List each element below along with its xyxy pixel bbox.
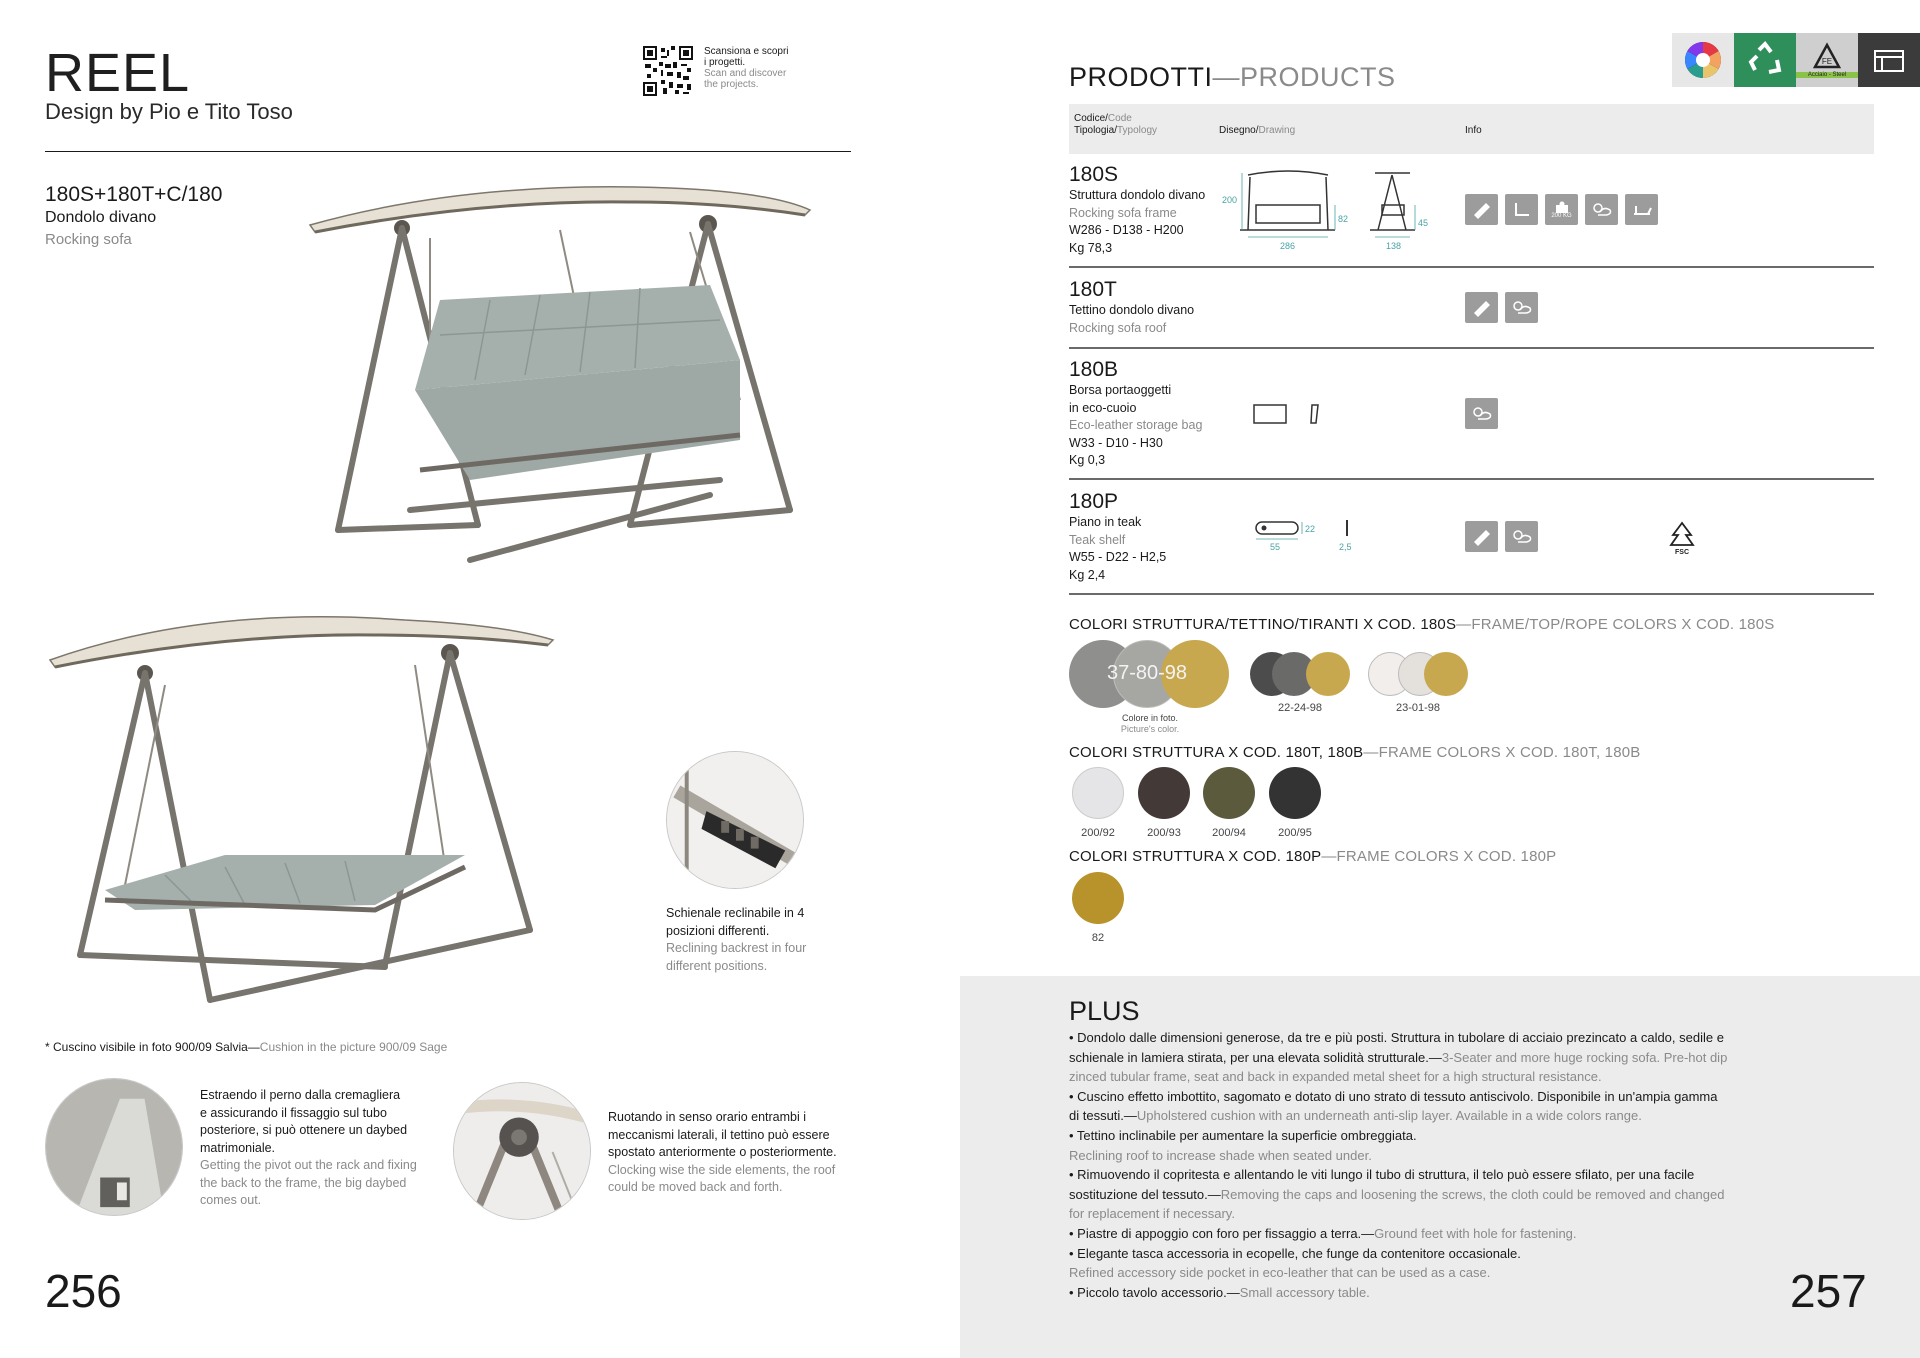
plus-item: • Piccolo tavolo accessorio.—Small accessory table. (1069, 1284, 1370, 1300)
picture-color-caption-it: Colore in foto. (1121, 713, 1179, 723)
swatch-group-37-80-98-label: 37-80-98 (1106, 662, 1188, 684)
recycle-icon (1745, 40, 1785, 80)
row-180B-dims: W33 - D10 - H30 (1069, 435, 1163, 450)
swatch-group-23-01-98-label: 23-01-98 (1395, 702, 1441, 714)
swatch-200-92-label: 200/92 (1081, 827, 1115, 839)
roof-caption-en-1: Clocking wise the side elements, the roof (608, 1162, 836, 1177)
swatch-82[interactable] (1072, 872, 1124, 924)
qr-caption-en-1: Scan and discover (704, 68, 787, 79)
qr-caption-en-2: the projects. (704, 79, 759, 90)
row-180S-code: 180S (1069, 163, 1119, 186)
qr-caption-it-2: i progetti. (704, 57, 746, 68)
roof-caption (608, 1109, 858, 1197)
row-180P (1069, 490, 1166, 584)
footnote-it: * Cuscino visibile in foto 900/09 Salvia (45, 1040, 248, 1054)
dim-180S-width: 286 (1280, 241, 1296, 251)
product-name-it: Dondolo divano (45, 209, 157, 226)
weather-icon[interactable] (1505, 292, 1538, 323)
recycling-triangle-icon (1812, 42, 1842, 72)
drawing-180B (1252, 402, 1322, 426)
seat-icon[interactable] (1505, 194, 1538, 225)
row-180B (1069, 358, 1202, 470)
catalog-icon (1872, 45, 1906, 75)
row-divider (1069, 347, 1874, 349)
pivot-detail-photo (45, 1078, 183, 1216)
header-divider (45, 151, 851, 152)
weather-icon[interactable] (1585, 194, 1618, 225)
row-180P-name-en: Teak shelf (1069, 532, 1126, 547)
header-type-it: Tipologia/ (1074, 125, 1117, 136)
roof-caption-it-3: spostato anteriormente o posteriormente. (608, 1145, 837, 1159)
drawing-180P (1252, 514, 1362, 554)
colors-180S-heading: COLORI STRUTTURA/TETTINO/TIRANTI X COD. 180S—FRAME/TOP/ROPE COLORS X COD. 180S (1069, 616, 1775, 633)
cushion-icon[interactable] (1465, 194, 1498, 225)
roof-mechanism-detail-photo (453, 1082, 591, 1220)
pivot-caption-it-4: matrimoniale. (200, 1140, 276, 1155)
row-180S-name-it: Struttura dondolo divano (1069, 188, 1206, 202)
roof-caption-it-2: meccanismi laterali, il tettino può essere (608, 1127, 830, 1142)
backrest-caption (666, 905, 846, 975)
dim-180S-seat-depth: 45 (1418, 218, 1429, 228)
weather-icon[interactable] (1505, 521, 1538, 552)
dim-180P-depth: 22 (1305, 524, 1316, 534)
colors-180S-heading-it: COLORI STRUTTURA/TETTINO/TIRANTI X COD. 180S (1069, 616, 1457, 633)
backrest-caption-en-2: different positions. (666, 958, 768, 973)
info-icons-180S (1465, 194, 1658, 225)
row-180T-code: 180T (1069, 278, 1117, 301)
roof-caption-it-1: Ruotando in senso orario entrambi i (608, 1110, 807, 1124)
products-title-it: PRODOTTI (1069, 62, 1213, 92)
weather-icon[interactable] (1465, 398, 1498, 429)
backrest-detail-photo (666, 751, 804, 889)
row-180P-name-it: Piano in teak (1069, 515, 1142, 529)
table-header (1069, 104, 1874, 154)
plus-item: • Piastre di appoggio con foro per fissaggio a terra.—Ground feet with hole for fastening. (1069, 1225, 1577, 1241)
row-180S-name-en: Rocking sofa frame (1069, 205, 1177, 220)
weight-capacity-label: 200 KG (1551, 212, 1572, 219)
catalog-badge[interactable] (1858, 33, 1920, 87)
swatch-98c[interactable] (1424, 652, 1468, 696)
header-code-en: Code (1107, 113, 1132, 124)
row-180S (1069, 163, 1205, 257)
products-title-en: PRODUCTS (1240, 62, 1396, 92)
plus-item: • Tettino inclinabile per aumentare la superficie ombreggiata. Reclining roof to increase shade when seated under. (1069, 1127, 1417, 1163)
row-180P-dims: W55 - D22 - H2,5 (1069, 550, 1167, 564)
info-icons-180B (1465, 398, 1498, 429)
pivot-caption-en-1: Getting the pivot out the rack and fixing (200, 1158, 417, 1172)
row-180T-name-it: Tettino dondolo divano (1069, 303, 1195, 317)
colors-180T-heading: COLORI STRUTTURA X COD. 180T, 180B—FRAME COLORS X COD. 180T, 180B (1069, 744, 1641, 761)
dim-180P-height: 2,5 (1339, 542, 1352, 552)
row-divider (1069, 478, 1874, 480)
plus-item: • Cuscino effetto imbottito, sagomato e dotato di uno strato di tessuto antiscivolo. Disponibile in un'ampia gamma di tessuti.—Upholstered cushion with an underneath anti-slip layer. Available in a wide colors range. (1069, 1088, 1718, 1124)
info-icons-180P (1465, 521, 1538, 552)
svg-text:FE: FE (1821, 57, 1833, 66)
drawing-180S (1220, 165, 1440, 255)
swatch-group-22-24-98-label: 22-24-98 (1277, 702, 1323, 714)
colors-180P-heading-en: FRAME COLORS X COD. 180P (1336, 848, 1557, 865)
plus-item: • Elegante tasca accessoria in ecopelle, che funge da contenitore occasionale. Refined accessory side pocket in eco-leather that can be used as a case. (1069, 1245, 1521, 1281)
row-divider (1069, 593, 1874, 595)
backrest-caption-it-2: posizioni differenti. (666, 923, 770, 938)
colors-180T-heading-en: FRAME COLORS X COD. 180T, 180B (1378, 744, 1641, 761)
dim-180P-width: 55 (1270, 542, 1281, 552)
footnote-en: Cushion in the picture 900/09 Sage (259, 1040, 448, 1054)
row-180B-code: 180B (1069, 358, 1119, 381)
steel-badge[interactable] (1796, 33, 1858, 87)
row-180T (1069, 278, 1194, 337)
swatch-200-95[interactable] (1269, 767, 1321, 819)
row-180T-name-en: Rocking sofa roof (1069, 320, 1167, 335)
row-180B-name-it-2: in eco-cuoio (1069, 400, 1137, 415)
colors-180P-heading-it: COLORI STRUTTURA X COD. 180P (1069, 848, 1322, 865)
header-drawing-en: Drawing (1258, 125, 1296, 136)
plus-item: • Rimuovendo il copritesta e allentando le viti lungo il tubo di struttura, il telo può essere sfilato, per una facile sostituzione del tessuto.—Removing the caps and loosening the screws, the cloth could be removed and changed for replacement if necessary. (1069, 1167, 1725, 1222)
row-180B-name-it-1: Borsa portaoggetti (1069, 383, 1172, 397)
info-icons-180T (1465, 292, 1538, 323)
lounger-icon[interactable] (1625, 194, 1658, 225)
row-180S-dims: W286 - D138 - H200 (1069, 223, 1184, 237)
recycle-badge[interactable] (1734, 33, 1796, 87)
swatch-200-93[interactable] (1138, 767, 1190, 819)
colors-180P-heading: COLORI STRUTTURA X COD. 180P—FRAME COLORS X COD. 180P (1069, 848, 1557, 865)
swatch-200-94[interactable] (1203, 767, 1255, 819)
picture-color-caption-en: Picture's color. (1120, 724, 1180, 734)
pivot-caption-it-2: e assicurando il fissaggio sul tubo (200, 1105, 387, 1120)
row-180P-weight: Kg 2,4 (1069, 567, 1106, 582)
roof-caption-en-2: could be moved back and forth. (608, 1180, 783, 1194)
cushion-icon[interactable] (1465, 521, 1498, 552)
rocking-daybed-photo (45, 605, 565, 1005)
row-divider (1069, 266, 1874, 268)
designer-credit: Design by Pio e Tito Toso (45, 99, 293, 124)
color-wheel-icon (1683, 40, 1723, 80)
header-type-en: Typology (1117, 125, 1158, 136)
row-180B-weight: Kg 0,3 (1069, 453, 1106, 467)
rocking-sofa-photo (300, 180, 820, 580)
row-180P-code: 180P (1069, 490, 1119, 513)
swatch-200-95-label: 200/95 (1278, 827, 1312, 839)
header-code-it: Codice/ (1074, 113, 1108, 124)
qr-caption (704, 46, 804, 90)
fsc-tree-icon[interactable] (1668, 521, 1696, 555)
header-drawing-it: Disegno/ (1219, 125, 1259, 136)
dim-180S-height: 200 (1222, 195, 1238, 205)
plus-item: • Dondolo dalle dimensioni generose, da tre e più posti. Struttura in tubolare di acciaio prezincato a caldo, sedile e schienale in lamiera stirata, per una elevata solidità strutturale.—3-Seater and more huge rocking sofa. Pre-hot dip zinced tubular frame, seat and back in expanded metal sheet for a high structural resistance. (1069, 1030, 1728, 1085)
cushion-footnote: * Cuscino visibile in foto 900/09 Salvia—Cushion in the picture 900/09 Sage (45, 1040, 448, 1054)
pivot-caption-en-2: the back to the frame, the big daybed (200, 1175, 407, 1190)
row-180B-name-en: Eco-leather storage bag (1069, 418, 1203, 432)
swatch-200-92[interactable] (1072, 767, 1124, 819)
colors-180T-heading-it: COLORI STRUTTURA X COD. 180T, 180B (1069, 744, 1364, 761)
pivot-caption (200, 1087, 450, 1210)
svg-text:FSC: FSC (1675, 549, 1689, 555)
backrest-caption-it-1: Schienale reclinabile in 4 (666, 906, 805, 920)
product-code: 180S+180T+C/180 (45, 183, 223, 206)
plus-features (1069, 1028, 1729, 1302)
page-number-right: 257 (1790, 1265, 1867, 1317)
pivot-caption-it-1: Estraendo il perno dalla cremagliera (200, 1088, 401, 1102)
color-wheel-badge[interactable] (1672, 33, 1734, 87)
dim-180S-depth: 138 (1386, 241, 1402, 251)
row-180S-weight: Kg 78,3 (1069, 240, 1113, 255)
product-name-en: Rocking sofa (45, 231, 132, 248)
colors-180S-heading-en: FRAME/TOP/ROPE COLORS X COD. 180S (1471, 616, 1775, 633)
qr-code-icon[interactable] (643, 46, 693, 96)
cushion-icon[interactable] (1465, 292, 1498, 323)
plus-title: PLUS (1069, 996, 1140, 1026)
brand-title: REEL (45, 43, 191, 103)
weight-capacity-icon[interactable] (1545, 194, 1578, 225)
dim-180S-seat: 82 (1338, 214, 1349, 224)
swatch-82-label: 82 (1091, 932, 1105, 944)
swatch-200-93-label: 200/93 (1147, 827, 1181, 839)
header-info: Info (1465, 125, 1482, 136)
swatch-200-94-label: 200/94 (1212, 827, 1246, 839)
pivot-caption-en-3: comes out. (200, 1193, 262, 1207)
qr-caption-it-1: Scansiona e scopri (704, 46, 789, 57)
products-title: PRODOTTI—PRODUCTS (1069, 62, 1396, 92)
swatch-98b[interactable] (1306, 652, 1350, 696)
picture-color-caption (1095, 713, 1205, 735)
steel-label: Acciaio - Steel (1796, 72, 1858, 78)
backrest-caption-en-1: Reclining backrest in four (666, 941, 807, 955)
pivot-caption-it-3: posteriore, si può ottenere un daybed (200, 1123, 408, 1137)
certification-badges (1672, 33, 1920, 87)
page-number-left: 256 (45, 1265, 122, 1317)
